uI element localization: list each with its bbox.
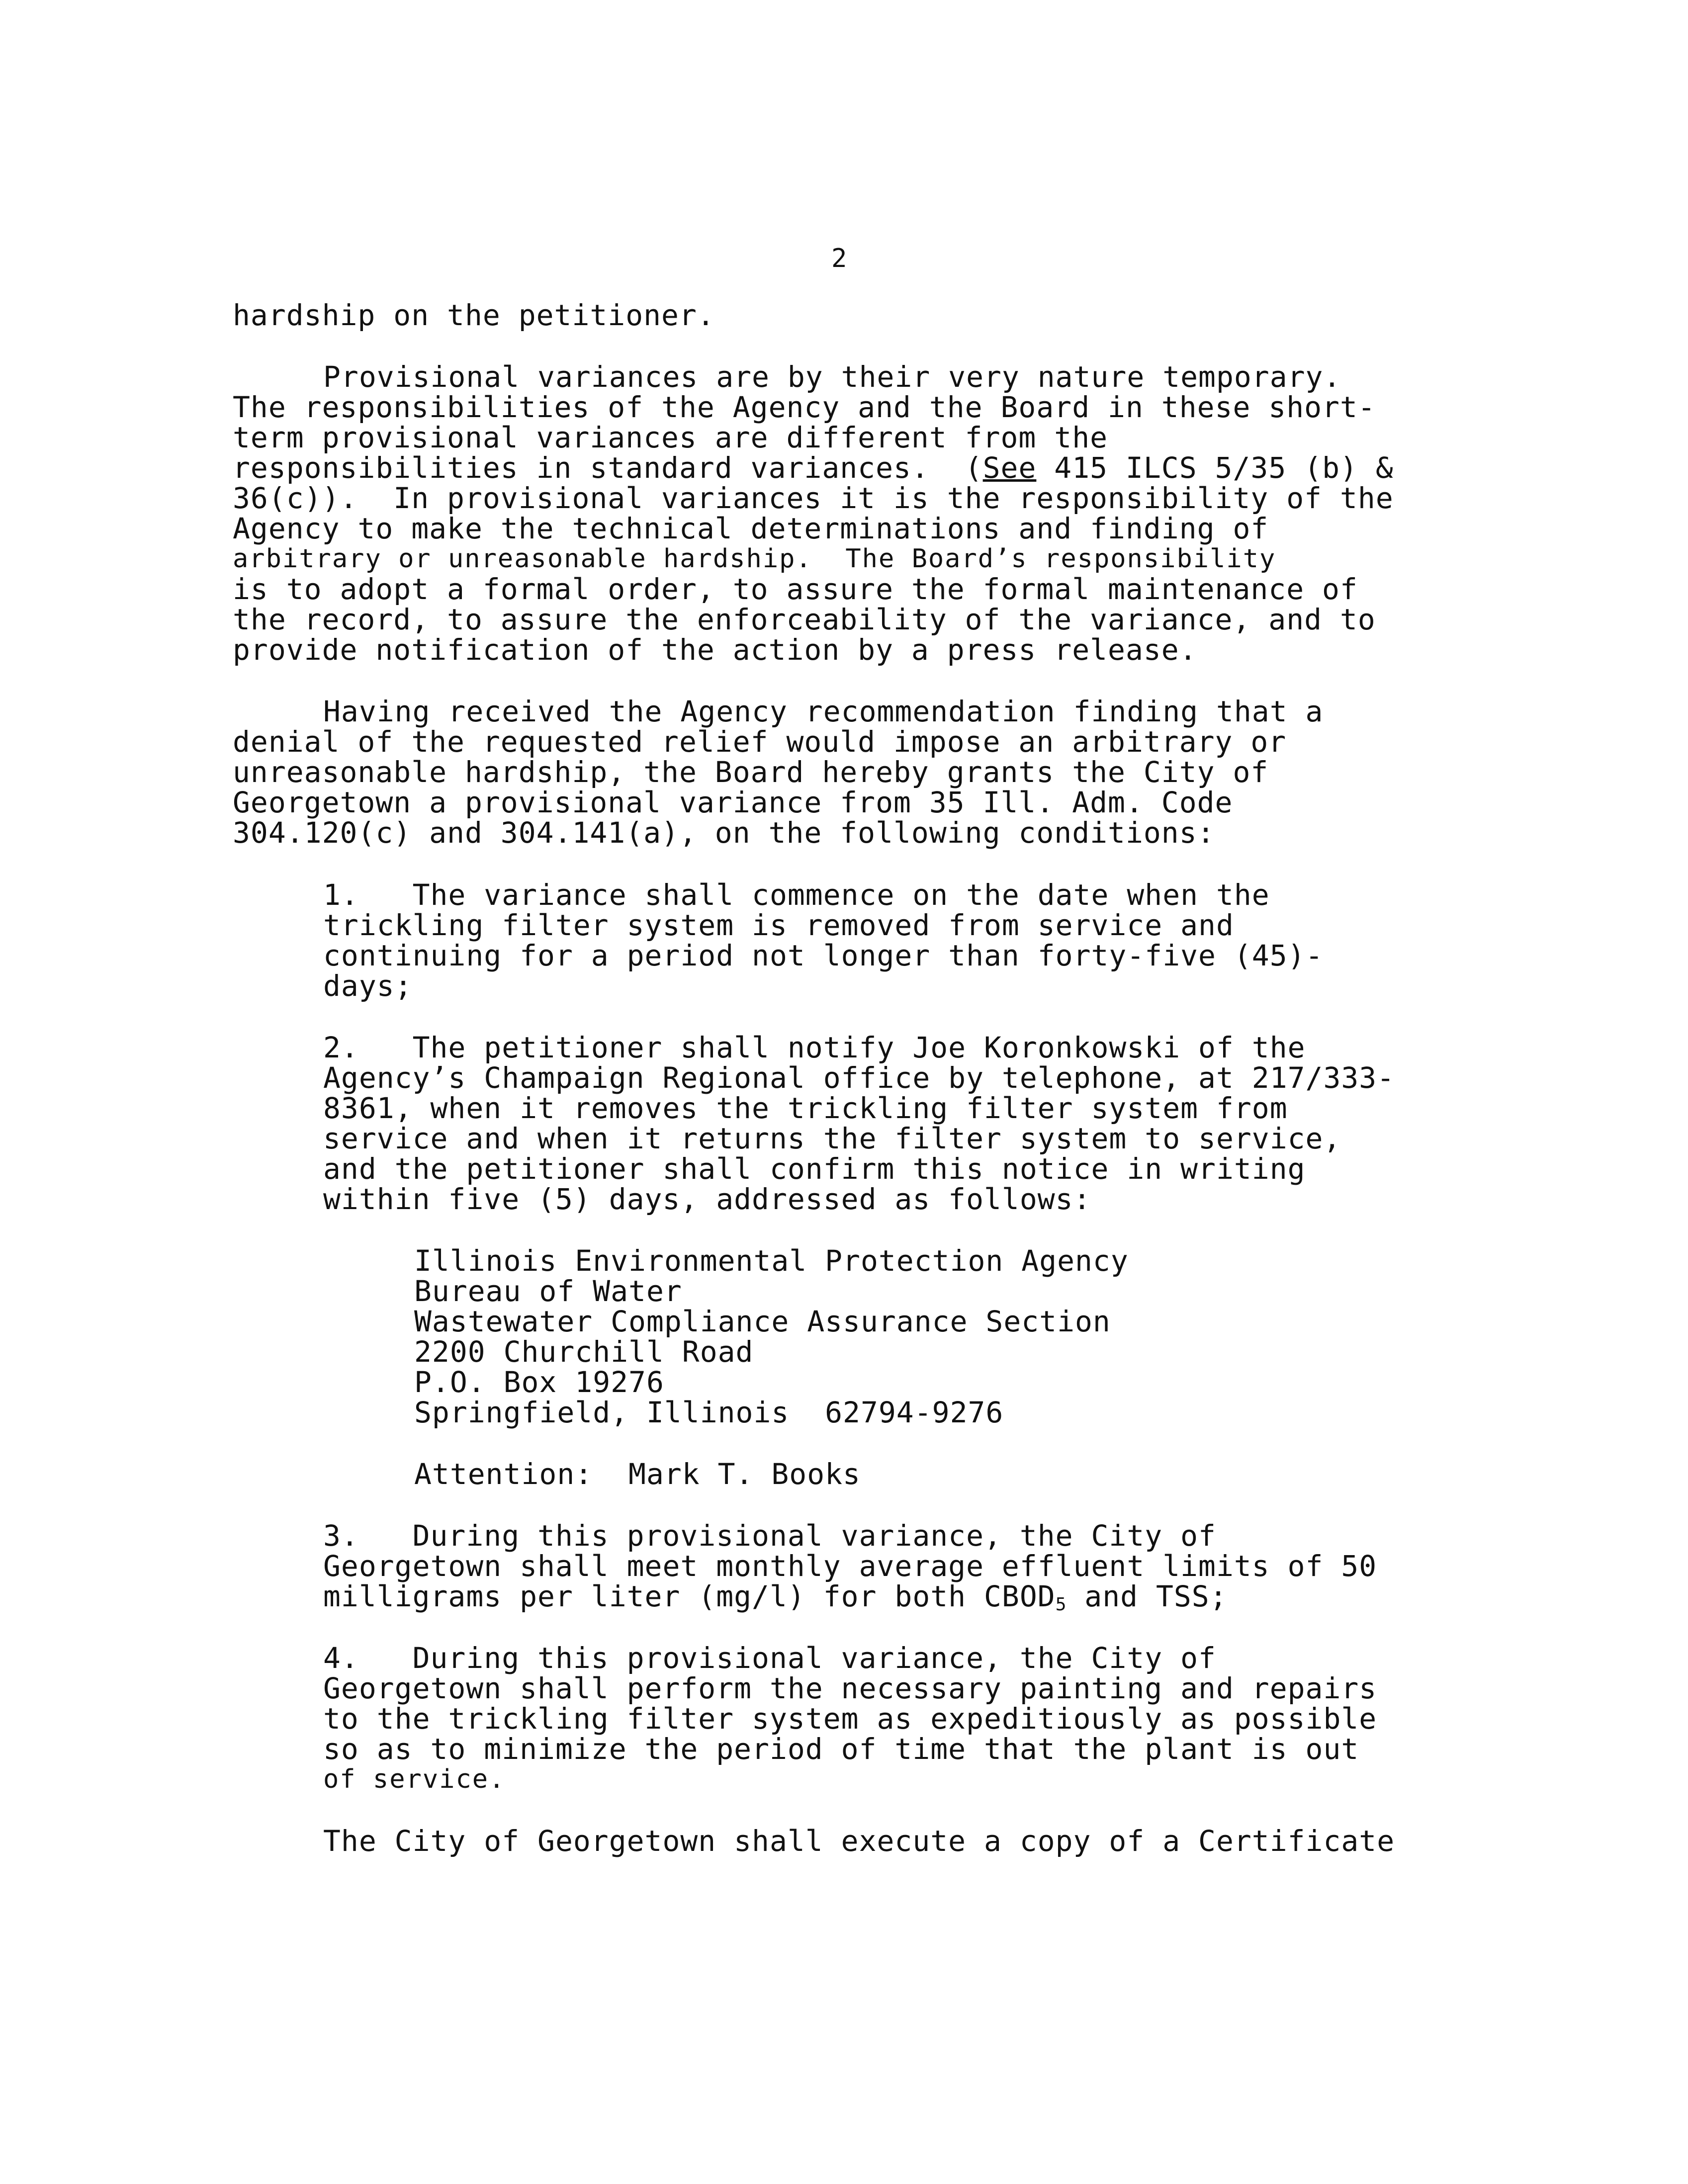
text-line: Provisional variances are by their very nature temporary. xyxy=(323,360,1341,394)
text-line: responsibilities in standard variances. (See 415 ILCS 5/35 (b) & xyxy=(233,451,1394,485)
text-line: 304.120(c) and 304.141(a), on the following conditions: xyxy=(233,816,1215,850)
text-line: Georgetown shall perform the necessary painting and repairs xyxy=(323,1671,1377,1705)
text-line: trickling filter system is removed from service and xyxy=(323,908,1234,942)
text-line: Having received the Agency recommendation finding that a xyxy=(323,695,1324,728)
address-line: P.O. Box 19276 xyxy=(414,1365,664,1399)
text-line: 2. The petitioner shall notify Joe Koronkowski of the xyxy=(323,1031,1306,1064)
address-line: Illinois Environmental Protection Agency xyxy=(414,1244,1129,1278)
text-line: service and when it returns the filter system to service, xyxy=(323,1122,1341,1155)
text-line: is to adopt a formal order, to assure the formal maintenance of xyxy=(233,572,1358,606)
subscript-5: 5 xyxy=(1055,1594,1067,1615)
closing-line: The City of Georgetown shall execute a copy of a Certificate xyxy=(323,1824,1395,1858)
text-line: Agency to make the technical determinations and finding of xyxy=(233,512,1269,545)
text-line: days; xyxy=(323,969,413,1003)
text-line: 3. During this provisional variance, the City of xyxy=(323,1519,1216,1553)
text-line: milligrams per liter (mg/l) for both $CBOD_5$ and TSS; xyxy=(323,1579,1228,1615)
text-line: of service. xyxy=(323,1764,506,1794)
text-line: arbitrary or unreasonable hardship. The Board’s responsibility xyxy=(233,544,1276,574)
text-line: and the petitioner shall confirm this notice in writing xyxy=(323,1152,1306,1186)
see-citation: See xyxy=(982,451,1037,485)
address-line: Springfield, Illinois 62794-9276 xyxy=(414,1396,1004,1429)
text-line: the record, to assure the enforceability of the variance, and to xyxy=(233,603,1376,636)
address-line: Bureau of Water xyxy=(414,1274,682,1308)
attention-line: Attention: Mark T. Books xyxy=(414,1457,861,1491)
text-line: Georgetown shall meet monthly average effluent limits of 50 xyxy=(323,1549,1377,1583)
text-line: provide notification of the action by a press release. xyxy=(233,633,1197,667)
text-line: 1. The variance shall commence on the date when the xyxy=(323,878,1270,912)
text-line: 4. During this provisional variance, the City of xyxy=(323,1641,1216,1675)
text-line: denial of the requested relief would impose an arbitrary or xyxy=(233,725,1287,759)
text-line: 36(c)). In provisional variances it is the responsibility of the xyxy=(233,481,1394,515)
address-line: Wastewater Compliance Assurance Section xyxy=(414,1305,1111,1338)
text-line: 8361, when it removes the trickling filter system from xyxy=(323,1091,1288,1125)
text-line: Georgetown a provisional variance from 35 Ill. Adm. Code xyxy=(233,786,1233,819)
opening-line: hardship on the petitioner. xyxy=(233,298,715,332)
text-line: Agency’s Champaign Regional office by telephone, at 217/333- xyxy=(323,1061,1395,1095)
text-line: unreasonable hardship, the Board hereby grants the City of xyxy=(233,755,1269,789)
address-line: 2200 Churchill Road xyxy=(414,1335,754,1369)
text-line: within five (5) days, addressed as follows: xyxy=(323,1182,1091,1216)
text-line: so as to minimize the period of time that the plant is out xyxy=(323,1732,1359,1766)
text-line: term provisional variances are different from the xyxy=(233,421,1108,454)
text-line: continuing for a period not longer than forty-five (45)- xyxy=(323,939,1324,972)
text-line: The responsibilities of the Agency and the Board in these short- xyxy=(233,390,1376,424)
text-line: to the trickling filter system as expeditiously as possible xyxy=(323,1702,1377,1736)
page-number: 2 xyxy=(831,244,847,273)
